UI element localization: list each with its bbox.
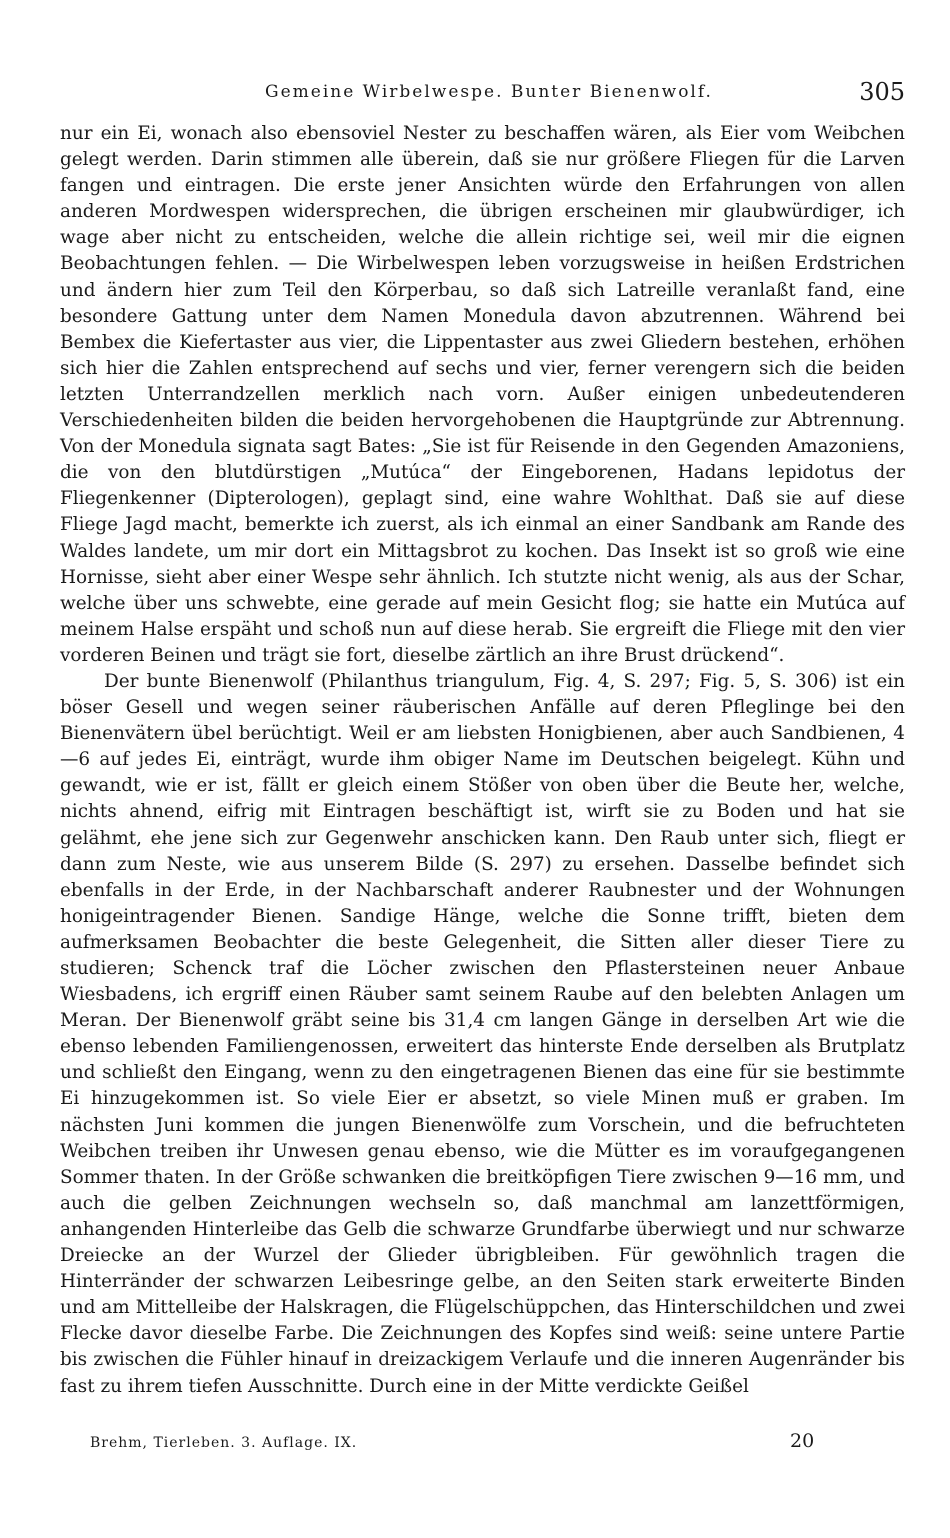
signature-mark: 20 bbox=[790, 1430, 815, 1452]
running-title: Gemeine Wirbelwespe. Bunter Bienenwolf. bbox=[265, 82, 713, 102]
paragraph-1: nur ein Ei, wonach also ebensoviel Nester zu beschaffen wären, als Eier vom Weibchen gelegt werden. Darin stimmen alle überein, daß sie nur größere Fliegen für die Larven fangen und eintragen. Die erste jener Ansichten würde den Erfahrungen von allen anderen Mordwespen widersprechen, die übrigen erscheinen mir glaubwürdiger, ich wage aber nicht zu entscheiden, welche die allein richtige sei, weil mir die eignen Beobachtungen fehlen. — Die Wirbelwespen leben vorzugsweise in heißen Erdstrichen und ändern hier zum Teil den Körperbau, so daß sich Latreille veranlaßt fand, eine besondere Gattung unter dem Namen Monedula davon abzutrennen. Während bei Bembex die Kiefertaster aus vier, die Lippentaster aus zwei Gliedern bestehen, erhöhen sich hier die Zahlen entsprechend auf sechs und vier, ferner verengern sich die beiden letzten Unterrandzellen merklich nach vorn. Außer einigen unbedeutenderen Verschiedenheiten bilden die beiden hervorgehobenen die Hauptgründe zur Abtrennung. Von der Monedula signata sagt Bates: „Sie ist für Reisende in den Gegenden Amazoniens, die von den blutdürstigen „Mutúca“ der Eingeborenen, Hadans lepidotus der Fliegenkenner (Dipterologen), geplagt sind, eine wahre Wohlthat. Daß sie auf diese Fliege Jagd macht, bemerkte ich zuerst, als ich einmal an einer Sandbank am Rande des Waldes landete, um mir dort ein Mittagsbrot zu kochen. Das Insekt ist so groß wie eine Hornisse, sieht aber einer Wespe sehr ähnlich. Ich stutzte nicht wenig, als aus der Schar, welche über uns schwebte, eine gerade auf mein Gesicht flog; sie hatte ein Mutúca auf meinem Halse erspäht und schoß nun auf diese herab. Sie ergreift die Fliege mit den vier vorderen Beinen und trägt sie fort, dieselbe zärtlich an ihre Brust drückend“. bbox=[60, 123, 905, 666]
page-header bbox=[60, 78, 905, 108]
footer-source: Brehm, Tierleben. 3. Auflage. IX. bbox=[90, 1435, 358, 1451]
page-footer bbox=[90, 1430, 815, 1454]
page-number: 305 bbox=[859, 78, 905, 106]
body-text bbox=[60, 121, 905, 1400]
paragraph-2: Der bunte Bienenwolf (Philanthus triangulum, Fig. 4, S. 297; Fig. 5, S. 306) ist ein böser Gesell und wegen seiner räuberischen Anfälle auf deren Pfleglinge bei den Bienenvätern übel berüchtigt. Weil er am liebsten Honigbienen, aber auch Sandbienen, 4—6 auf jedes Ei, einträgt, wurde ihm obiger Name im Deutschen beigelegt. Kühn und gewandt, wie er ist, fällt er gleich einem Stößer von oben über die Beute her, welche, nichts ahnend, eifrig mit Eintragen beschäftigt ist, wirft sie zu Boden und hat sie gelähmt, ehe jene sich zur Gegenwehr anschicken kann. Den Raub unter sich, fliegt er dann zum Neste, wie aus unserem Bilde (S. 297) zu ersehen. Dasselbe befindet sich ebenfalls in der Erde, in der Nachbarschaft anderer Raubnester und der Wohnungen honigeintragender Bienen. Sandige Hänge, welche die Sonne trifft, bieten dem aufmerksamen Beobachter die beste Gelegenheit, die Sitten aller dieser Tiere zu studieren; Schenck traf die Löcher zwischen den Pflastersteinen neuer Anbaue Wiesbadens, ich ergriff einen Räuber samt seinem Raube auf den belebten Anlagen um Meran. Der Bienenwolf gräbt seine bis 31,4 cm langen Gänge in derselben Art wie die ebenso lebenden Familiengenossen, erweitert das hinterste Ende derselben als Brutplatz und schließt den Eingang, wenn zu den eingetragenen Bienen das eine für sie bestimmte Ei hinzugekommen ist. So viele Eier er absetzt, so viele Minen muß er graben. Im nächsten Juni kommen die jungen Bienenwölfe zum Vorschein, und die befruchteten Weibchen treiben ihr Unwesen genau ebenso, wie die Mütter es im voraufgegangenen Sommer thaten. In der Größe schwanken die breitköpfigen Tiere zwischen 9—16 mm, und auch die gelben Zeichnungen wechseln so, daß manchmal am lanzettförmigen, anhangenden Hinterleibe das Gelb die schwarze Grundfarbe überwiegt und nur schwarze Dreiecke an der Wurzel der Glieder übrigbleiben. Für gewöhnlich tragen die Hinterränder der schwarzen Leibesringe gelbe, an den Seiten stark erweiterte Binden und am Mittelleibe der Halskragen, die Flügelschüppchen, das Hinterschildchen und zwei Flecke davor dieselbe Farbe. Die Zeichnungen des Kopfes sind weiß: seine untere Partie bis zwischen die Fühler hinauf in dreizackigem Verlaufe und die inneren Augenränder bis fast zu ihrem tiefen Ausschnitte. Durch eine in der Mitte verdickte Geißel bbox=[60, 670, 905, 1397]
